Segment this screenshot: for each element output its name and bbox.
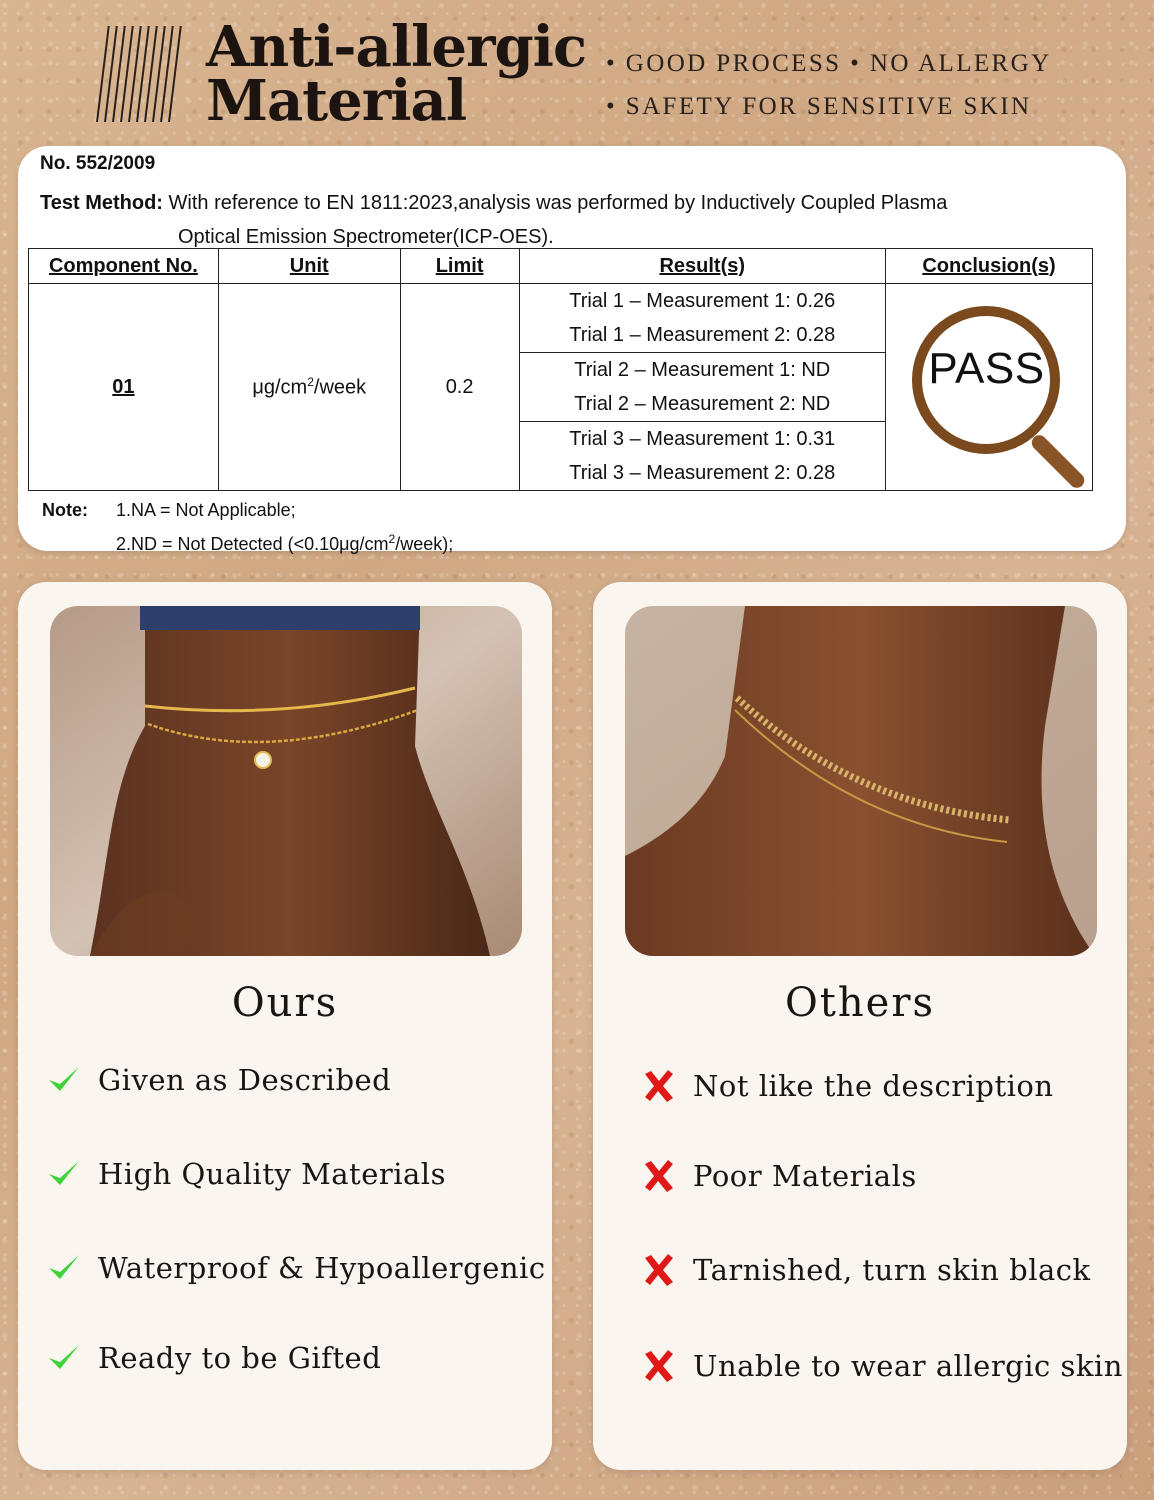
list-item-label: Ready to be Gifted bbox=[98, 1341, 382, 1375]
list-item-label: Poor Materials bbox=[693, 1159, 917, 1193]
title-line-1: Anti-allergic bbox=[206, 14, 587, 80]
limit-cell: 0.2 bbox=[400, 284, 519, 491]
report-number: No. 552/2009 bbox=[40, 153, 156, 174]
note-2-suffix: /week); bbox=[395, 534, 454, 554]
test-method-text-2: Optical Emission Spectrometer(ICP-OES). bbox=[178, 226, 554, 248]
magnifier-handle-icon bbox=[1029, 432, 1088, 491]
list-item-label: Unable to wear allergic skin bbox=[693, 1349, 1123, 1383]
results-table bbox=[28, 248, 1093, 491]
title-line-2: Material bbox=[206, 68, 467, 134]
checkmark-icon bbox=[46, 1340, 82, 1376]
others-title: Others bbox=[785, 980, 935, 1026]
cross-icon bbox=[641, 1158, 677, 1194]
conclusion-cell bbox=[885, 284, 1092, 491]
result-line: Trial 1 – Measurement 2: 0.28 bbox=[569, 324, 836, 346]
table-header-row bbox=[29, 249, 1093, 284]
cross-icon bbox=[641, 1348, 677, 1384]
component-number: 01 bbox=[29, 284, 219, 491]
note-1: 1.NA = Not Applicable; bbox=[116, 500, 296, 520]
ours-title: Ours bbox=[231, 980, 339, 1026]
unit-sup: 2 bbox=[307, 374, 314, 389]
checkmark-icon bbox=[46, 1250, 82, 1286]
note-label: Note: bbox=[42, 500, 88, 520]
test-method bbox=[40, 186, 947, 254]
cross-icon bbox=[641, 1252, 677, 1288]
unit-prefix: μg/cm bbox=[252, 376, 308, 399]
test-report-card bbox=[18, 146, 1126, 554]
column-header: Component No. bbox=[29, 249, 219, 284]
result-line: Trial 2 – Measurement 2: ND bbox=[574, 393, 831, 415]
result-line: Trial 3 – Measurement 1: 0.31 bbox=[569, 428, 836, 450]
result-cell bbox=[519, 284, 885, 353]
others-card bbox=[593, 582, 1127, 1470]
ours-anklet-photo bbox=[50, 606, 522, 956]
list-item-label: Waterproof & Hypoallergenic bbox=[98, 1251, 546, 1285]
unit-cell bbox=[218, 284, 400, 491]
cross-icon bbox=[641, 1068, 677, 1104]
note-2-prefix: 2.ND = Not Detected (<0.10μg/cm bbox=[116, 534, 389, 554]
test-method-label: Test Method: bbox=[40, 192, 163, 214]
table-row bbox=[29, 284, 1093, 353]
report-note bbox=[42, 496, 453, 559]
list-item-label: Tarnished, turn skin black bbox=[693, 1253, 1091, 1287]
feature-bullets bbox=[606, 42, 1052, 128]
list-item-label: Not like the description bbox=[693, 1069, 1054, 1103]
note-2 bbox=[42, 525, 453, 559]
others-anklet-photo bbox=[625, 606, 1097, 956]
feature-bullet-1: • GOOD PROCESS • NO ALLERGY bbox=[606, 50, 1052, 77]
checkmark-icon bbox=[46, 1156, 82, 1192]
column-header: Unit bbox=[218, 249, 400, 284]
result-line: Trial 3 – Measurement 2: 0.28 bbox=[569, 462, 836, 484]
checkmark-icon bbox=[46, 1062, 82, 1098]
unit-suffix: /week bbox=[313, 376, 367, 399]
result-line: Trial 2 – Measurement 1: ND bbox=[574, 359, 831, 381]
ours-card bbox=[18, 582, 552, 1470]
note-2-sup: 2 bbox=[388, 532, 396, 546]
test-method-text-1: With reference to EN 1811:2023,analysis was performed by Inductively Coupled Plasma bbox=[168, 192, 948, 214]
list-item-label: Given as Described bbox=[98, 1063, 392, 1097]
pass-magnifier bbox=[886, 284, 1091, 490]
feature-bullet-2: • SAFETY FOR SENSITIVE SKIN bbox=[606, 93, 1032, 120]
column-header: Conclusion(s) bbox=[885, 249, 1092, 284]
column-header: Result(s) bbox=[519, 249, 885, 284]
column-header: Limit bbox=[400, 249, 519, 284]
result-cell bbox=[519, 353, 885, 422]
hatch-lines-decoration bbox=[84, 26, 172, 122]
result-line: Trial 1 – Measurement 1: 0.26 bbox=[569, 290, 836, 312]
page-title bbox=[206, 14, 587, 134]
pass-label: PASS bbox=[928, 344, 1045, 393]
result-cell bbox=[519, 422, 885, 491]
list-item-label: High Quality Materials bbox=[98, 1157, 446, 1191]
